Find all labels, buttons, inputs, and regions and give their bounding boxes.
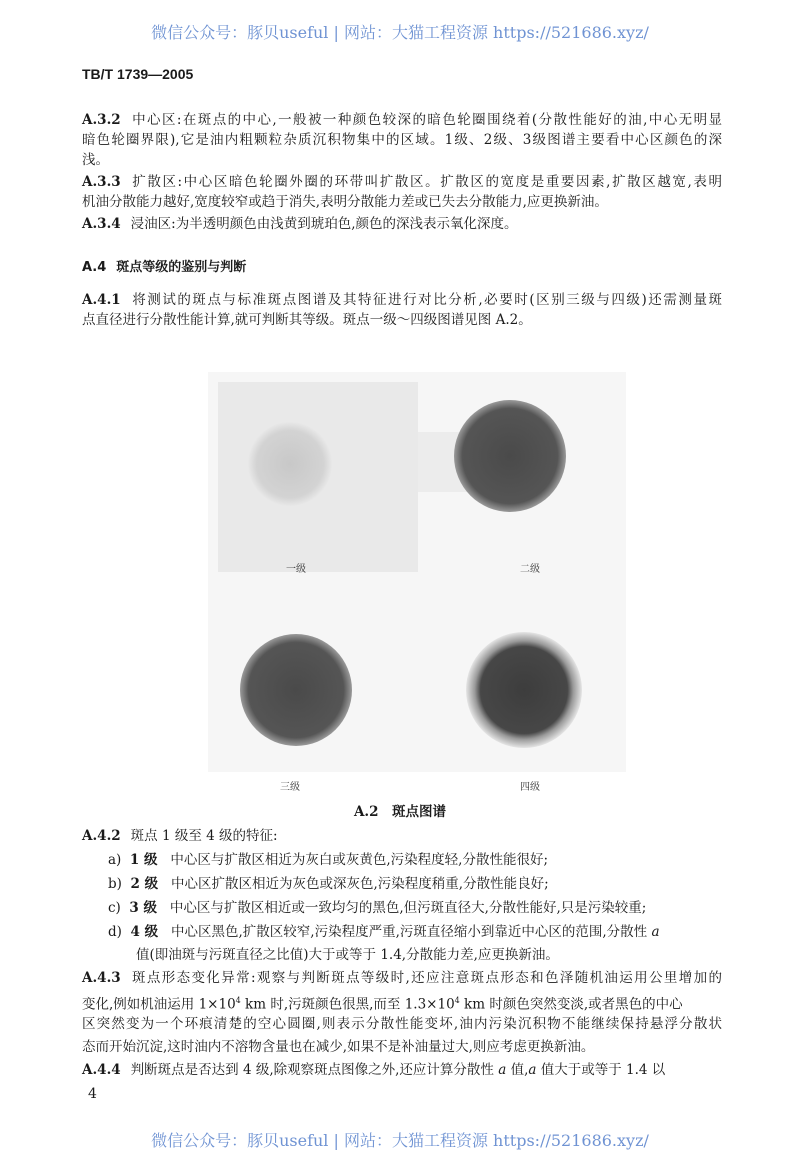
section-a4-heading	[82, 258, 722, 278]
a33-line2: 机油分散能力越好,宽度较窄或趋于消失,表明分散能力差或已失去分散能力,应更换新油。	[82, 194, 608, 210]
clause-text: 浸油区:为半透明颜色由浅黄到琥珀色,颜色的深浅表示氧化深度。	[130, 216, 518, 232]
figure-caption: A.2 斑点图谱	[353, 804, 447, 820]
text: 判断斑点是否达到 4 级,除观察斑点图像之外,还应计算分散性	[130, 1062, 499, 1078]
clause-number: A.4.4	[82, 1062, 121, 1078]
item-marker: b)	[108, 876, 122, 892]
exponent: 4	[235, 996, 241, 1005]
text: 值,	[506, 1062, 529, 1078]
item-text: 中心区与扩散区相近为灰白或灰黄色,污染程度轻,分散性能很好;	[170, 852, 549, 868]
label-grade-3: 三级	[280, 782, 300, 793]
text: 值大于或等于 1.4 以	[536, 1062, 666, 1078]
clause-text: 中心区:在斑点的中心,一般被一种颜色较深的暗色轮圈围绕着(分散性能好的油,中心无明显	[130, 112, 722, 128]
watermark-bottom: 微信公众号：豚贝useful | 网站：大猫工程资源 https://521686.xyz/	[151, 1131, 649, 1150]
text: 变化,例如机油运用 1×10	[82, 996, 236, 1013]
clause-number: A.4.3	[82, 970, 121, 986]
a34-line1	[82, 214, 722, 234]
spot-grade-3	[240, 634, 352, 746]
clause-text: 将测试的斑点与标准斑点图谱及其特征进行对比分析,必要时(区别三级与四级)还需测量斑	[130, 292, 722, 308]
variable: a	[498, 1062, 507, 1078]
clause-number: A.4.1	[82, 292, 121, 308]
clause-text: 扩散区:中心区暗色轮圈外圈的环带叫扩散区。扩散区的宽度是重要因素,扩散区越宽,表明	[130, 174, 722, 190]
item-text: 中心区黑色,扩散区较窄,污染程度严重,污斑直径缩小到靠近中心区的范围,分散性	[170, 924, 648, 940]
item-marker: a)	[108, 852, 122, 868]
a32-line1	[82, 110, 722, 130]
spot-chart-figure	[208, 372, 626, 793]
a43-line3: 区突然变为一个环痕清楚的空心圆圈,则表示分散性能变坏,油内污染沉积物不能继续保持悬浮分散状	[82, 1016, 722, 1032]
list-item	[108, 874, 748, 894]
a41-line1	[82, 290, 722, 310]
watermark-top: 微信公众号：豚贝useful | 网站：大猫工程资源 https://521686.xyz/	[151, 23, 649, 42]
item-text: 中心区与扩散区相近或一致均匀的黑色,但污斑直径大,分散性能好,只是污染较重;	[169, 900, 647, 916]
exponent: 4	[454, 996, 460, 1005]
a43-line2	[82, 991, 722, 1015]
list-item	[108, 898, 748, 918]
item-grade: 2 级	[130, 876, 159, 892]
list-item-continuation: 值(即油斑与污斑直径之比值)大于或等于 1.4,分散能力差,应更换新油。	[136, 947, 559, 963]
label-grade-1: 一级	[286, 564, 306, 575]
clause-number: A.3.3	[82, 174, 121, 190]
section-number: A.4	[82, 260, 107, 275]
standard-header: TB/T 1739—2005	[82, 66, 194, 82]
clause-number: A.3.2	[82, 112, 121, 128]
item-variable: a	[651, 924, 660, 940]
label-grade-4: 四级	[520, 782, 540, 793]
spot-grade-1	[248, 422, 332, 506]
label-grade-2: 二级	[520, 564, 540, 575]
item-marker: d)	[108, 924, 122, 940]
a43-line1	[82, 968, 722, 988]
clause-text: 斑点 1 级至 4 级的特征:	[130, 828, 278, 844]
variable: a	[528, 1062, 537, 1078]
item-grade: 3 级	[129, 900, 158, 916]
spot-grade-2	[454, 400, 566, 512]
section-title: 斑点等级的鉴别与判断	[116, 260, 247, 275]
a42-intro	[82, 826, 722, 846]
a43-line4: 态而开始沉淀,这时油内不溶物含量也在减少,如果不是补油量过大,则应考虑更换新油。	[82, 1039, 595, 1055]
item-text: 中心区扩散区相近为灰色或深灰色,污染程度稍重,分散性能良好;	[170, 876, 549, 892]
list-item	[108, 922, 748, 942]
spot-grade-4	[466, 632, 582, 748]
spot-images	[208, 372, 626, 772]
item-grade: 1 级	[129, 852, 158, 868]
text: km 时,污斑颜色很黑,而至 1.3×10	[240, 996, 455, 1013]
clause-number: A.4.2	[82, 828, 121, 844]
clause-number: A.3.4	[82, 216, 121, 232]
page-number: 4	[88, 1086, 97, 1102]
list-item	[108, 850, 748, 870]
item-grade: 4 级	[130, 924, 159, 940]
a44-line1	[82, 1060, 722, 1080]
text: km 时颜色突然变淡,或者黑色的中心	[459, 996, 683, 1013]
item-marker: c)	[108, 900, 121, 916]
a32-line3: 浅。	[82, 152, 109, 168]
a33-line1	[82, 172, 722, 192]
clause-text: 斑点形态变化异常:观察与判断斑点等级时,还应注意斑点形态和色泽随机油运用公里增加的	[130, 970, 722, 986]
a41-line2: 点直径进行分散性能计算,就可判断其等级。斑点一级～四级图谱见图 A.2。	[82, 312, 532, 328]
a32-line2: 暗色轮圈界限),它是油内粗颗粒杂质沉积物集中的区域。1级、2级、3级图谱主要看中心区颜色的深	[82, 132, 722, 148]
